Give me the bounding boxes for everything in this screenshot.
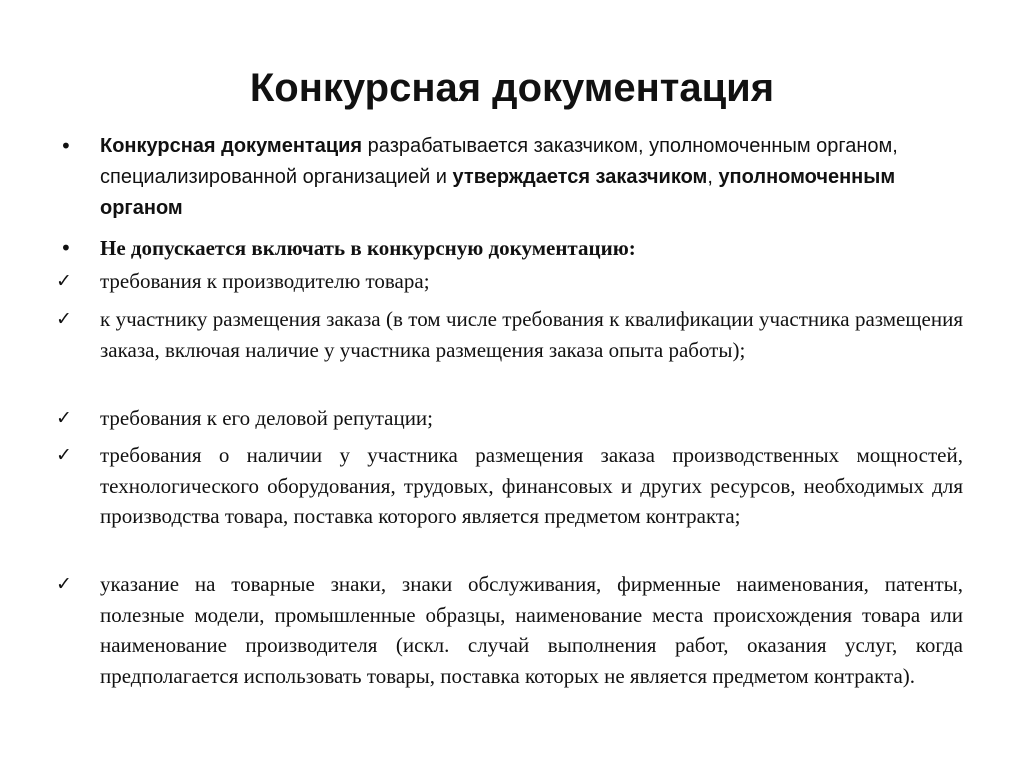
bullet-icon: • bbox=[60, 236, 72, 260]
page-title: Конкурсная документация bbox=[249, 66, 775, 110]
checkmark-icon: ✓ bbox=[56, 573, 72, 595]
list-item-text: указание на товарные знаки, знаки обслуживания, фирменные наименования, патенты, полезные модели, промышленные образцы, наименование места происхождения товара или наименование производителя (искл. случай выполнения работ, оказания услуг, когда предполагается использовать товары, поставка которых не является предметом контракта). bbox=[100, 572, 963, 688]
list-item-text: требования к его деловой репутации; bbox=[100, 406, 434, 430]
prohibition-heading: Не допускается включать в конкурсную документацию: bbox=[100, 236, 636, 260]
bullet-icon: • bbox=[60, 134, 72, 158]
checkmark-icon: ✓ bbox=[56, 407, 72, 429]
checkmark-icon: ✓ bbox=[56, 444, 72, 466]
checkmark-icon: ✓ bbox=[56, 308, 72, 330]
intro-term: Конкурсная документация bbox=[100, 135, 363, 157]
intro-authority: уполномоченным органом bbox=[100, 166, 896, 219]
intro-text bbox=[100, 131, 963, 224]
list-item-text: требования к производителю товара; bbox=[100, 269, 430, 293]
list-item-text: к участнику размещения заказа (в том числе требования к квалификации участника размещения заказа, включая наличие у участника размещения заказа опыта работы); bbox=[100, 307, 963, 362]
checkmark-icon: ✓ bbox=[56, 270, 72, 292]
intro-approved-by: утверждается заказчиком bbox=[452, 166, 708, 188]
intro-text-middle: разрабатывается заказчиком, уполномоченным органом, специализированной организацией и bbox=[100, 135, 898, 188]
intro-separator: , bbox=[707, 166, 719, 188]
list-item-text: требования о наличии у участника размещения заказа производственных мощностей, технологического оборудования, трудовых, финансовых и других ресурсов, необходимых для производства товара, поставка которого является предметом контракта; bbox=[100, 443, 963, 528]
